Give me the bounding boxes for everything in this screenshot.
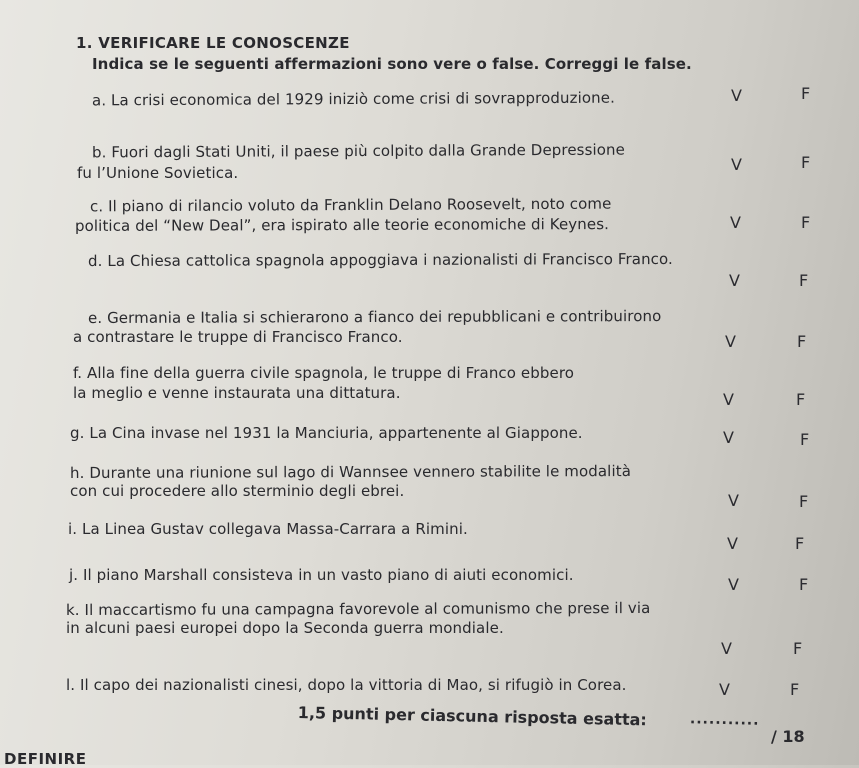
option-true-d[interactable]: V [729,271,740,290]
score-blank[interactable]: ........... [689,711,760,729]
option-true-c[interactable]: V [730,213,741,232]
option-false-k[interactable]: F [793,639,803,658]
option-true-f[interactable]: V [723,390,734,409]
statement-c-line1: c. Il piano di rilancio voluto da Franklin Delano Roosevelt, noto come [89,194,612,216]
option-false-f[interactable]: F [796,390,806,409]
option-false-d[interactable]: F [799,271,809,290]
statement-j: j. Il piano Marshall consisteva in un vasto piano di aiuti economici. [69,566,574,584]
statement-c-line2: politica del “New Deal”, era ispirato alle teorie economiche di Keynes. [74,215,609,235]
statement-k-line2: in alcuni paesi europei dopo la Seconda guerra mondiale. [66,619,504,637]
score-total: / 18 [771,727,805,746]
statement-f-line1: f. Alla fine della guerra civile spagnola, le truppe di Franco ebbero [73,364,575,382]
scoring-text: 1,5 punti per ciascuna risposta esatta: [297,703,648,730]
option-false-c[interactable]: F [801,213,811,232]
statement-e-line1: e. Germania e Italia si schierarono a fianco dei repubblicani e contribuirono [87,306,662,328]
statement-g: g. La Cina invase nel 1931 la Manciuria, appartenente al Giappone. [70,424,583,442]
statement-h-line2: con cui procedere allo sterminio degli ebrei. [70,482,405,500]
statement-b-line1: b. Fuori dagli Stati Uniti, il paese più colpito dalla Grande Depressione [91,140,626,162]
exercise-instruction: Indica se le seguenti affermazioni sono vere o false. Correggi le false. [92,55,692,73]
option-false-e[interactable]: F [797,332,807,351]
statement-e-line2: a contrastare le truppe di Francisco Franco. [73,328,403,346]
statement-h-line1: h. Durante una riunione sul lago di Wannsee vennero stabilite le modalità [69,462,631,482]
statement-f-line2: la meglio e venne instaurata una dittatura. [73,384,401,402]
option-true-k[interactable]: V [721,639,732,658]
exercise-title: 1. VERIFICARE LE CONOSCENZE [76,34,350,52]
option-true-i[interactable]: V [727,534,738,553]
statement-d: d. La Chiesa cattolica spagnola appoggiava i nazionalisti di Francisco Franco. [87,249,673,271]
option-true-a[interactable]: V [731,86,742,105]
statement-l: l. Il capo dei nazionalisti cinesi, dopo la vittoria di Mao, si rifugiò in Corea. [66,676,627,694]
option-false-h[interactable]: F [799,492,809,511]
option-true-e[interactable]: V [725,332,736,351]
option-true-h[interactable]: V [728,491,739,510]
option-true-g[interactable]: V [723,428,734,447]
next-section-heading: DEFINIRE [4,750,87,768]
statement-i: i. La Linea Gustav collegava Massa-Carrara a Rimini. [68,520,468,538]
option-false-i[interactable]: F [795,534,805,553]
option-false-b[interactable]: F [801,153,811,172]
statement-k-line1: k. Il maccartismo fu una campagna favorevole al comunismo che prese il via [65,598,651,620]
option-true-b[interactable]: V [731,155,742,174]
option-false-l[interactable]: F [790,680,800,699]
statement-a: a. La crisi economica del 1929 iniziò come crisi di sovrapproduzione. [91,88,615,110]
option-true-j[interactable]: V [728,575,739,594]
option-false-a[interactable]: F [801,84,811,103]
option-false-g[interactable]: F [800,430,810,449]
option-true-l[interactable]: V [719,680,730,699]
statement-b-line2: fu l’Unione Sovietica. [77,164,239,182]
option-false-j[interactable]: F [799,575,809,594]
